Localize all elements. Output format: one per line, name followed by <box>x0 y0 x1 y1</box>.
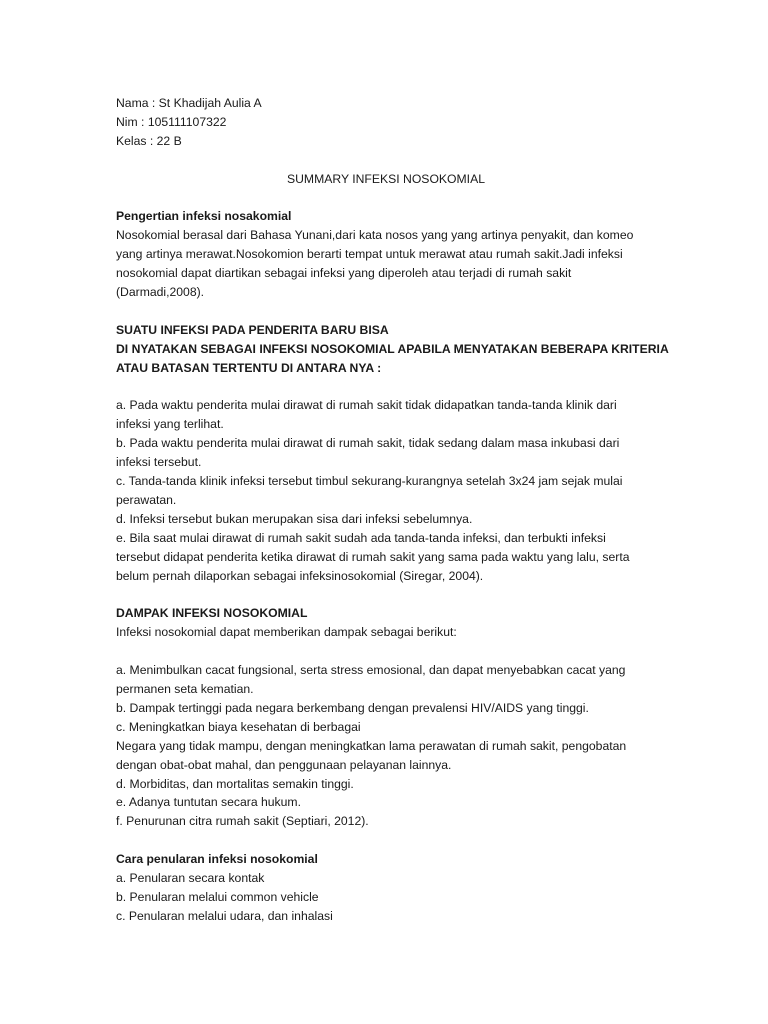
list-item: f. Penurunan citra rumah sakit (Septiari, 2012). <box>116 814 369 829</box>
list-item: infeksi tersebut. <box>116 455 202 470</box>
paragraph-line: Infeksi nosokomial dapat memberikan dampak sebagai berikut: <box>116 625 457 640</box>
list-item: permanen seta kematian. <box>116 682 254 696</box>
document-title: SUMMARY INFEKSI NOSOKOMIAL <box>287 171 485 186</box>
list-item: c. Penularan melalui udara, dan inhalasi <box>116 908 333 923</box>
section-heading-pengertian: Pengertian infeksi nosakomial <box>116 209 292 224</box>
list-item: a. Penularan secara kontak <box>116 871 265 886</box>
student-class: Kelas : 22 B <box>116 133 182 148</box>
student-name: Nama : St Khadijah Aulia A <box>116 96 262 110</box>
list-item: c. Tanda-tanda klinik infeksi tersebut timbul sekurang-kurangnya setelah 3x24 jam sejak mulai <box>116 474 623 489</box>
list-item: c. Meningkatkan biaya kesehatan di berbagai <box>116 719 361 734</box>
list-item: a. Menimbulkan cacat fungsional, serta stress emosional, dan dapat menyebabkan cacat yang <box>116 663 626 678</box>
list-item: e. Bila saat mulai dirawat di rumah sakit sudah ada tanda-tanda infeksi, dan terbukti infeksi <box>116 530 606 545</box>
list-item: perawatan. <box>116 492 177 507</box>
document-page <box>116 94 669 926</box>
student-nim: Nim : 105111107322 <box>116 114 227 129</box>
list-item: d. Infeksi tersebut bukan merupakan sisa dari infeksi sebelumnya. <box>116 511 473 526</box>
list-item: b. Penularan melalui common vehicle <box>116 889 319 904</box>
list-item: Negara yang tidak mampu, dengan meningkatkan lama perawatan di rumah sakit, pengobatan <box>116 738 627 753</box>
section-heading-kriteria: SUATU INFEKSI PADA PENDERITA BARU BISA <box>116 322 389 337</box>
section-heading-kriteria: ATAU BATASAN TERTENTU DI ANTARA NYA : <box>116 360 382 375</box>
list-item: a. Pada waktu penderita mulai dirawat di rumah sakit tidak didapatkan tanda-tanda klinik dari <box>116 398 617 413</box>
list-item: dengan obat-obat mahal, dan penggunaan pelayanan lainnya. <box>116 757 452 772</box>
paragraph-line: Nosokomial berasal dari Bahasa Yunani,dari kata nosos yang yang artinya penyakit, dan komeo <box>116 228 634 243</box>
paragraph-line: (Darmadi,2008). <box>116 285 205 300</box>
list-item: b. Dampak tertinggi pada negara berkembang dengan prevalensi HIV/AIDS yang tinggi. <box>116 700 589 715</box>
section-heading-kriteria: DI NYATAKAN SEBAGAI INFEKSI NOSOKOMIAL APABILA MENYATAKAN BEBERAPA KRITERIA <box>116 341 669 356</box>
list-item: belum pernah dilaporkan sebagai infeksinosokomial (Siregar, 2004). <box>116 568 484 583</box>
list-item: tersebut didapat penderita ketika dirawat di rumah sakit yang sama pada waktu yang lalu, serta <box>116 549 630 564</box>
list-item: infeksi yang terlihat. <box>116 417 224 432</box>
list-item: d. Morbiditas, dan mortalitas semakin tinggi. <box>116 776 354 791</box>
section-heading-dampak: DAMPAK INFEKSI NOSOKOMIAL <box>116 606 308 621</box>
paragraph-line: nosokomial dapat diartikan sebagai infeksi yang diperoleh atau terjadi di rumah sakit <box>116 266 572 281</box>
paragraph-line: yang artinya merawat.Nosokomion berarti tempat untuk merawat atau rumah sakit.Jadi infeksi <box>116 247 623 262</box>
section-heading-penularan: Cara penularan infeksi nosokomial <box>116 852 318 867</box>
list-item: e. Adanya tuntutan secara hukum. <box>116 795 301 810</box>
list-item: b. Pada waktu penderita mulai dirawat di rumah sakit, tidak sedang dalam masa inkubasi dari <box>116 436 620 451</box>
